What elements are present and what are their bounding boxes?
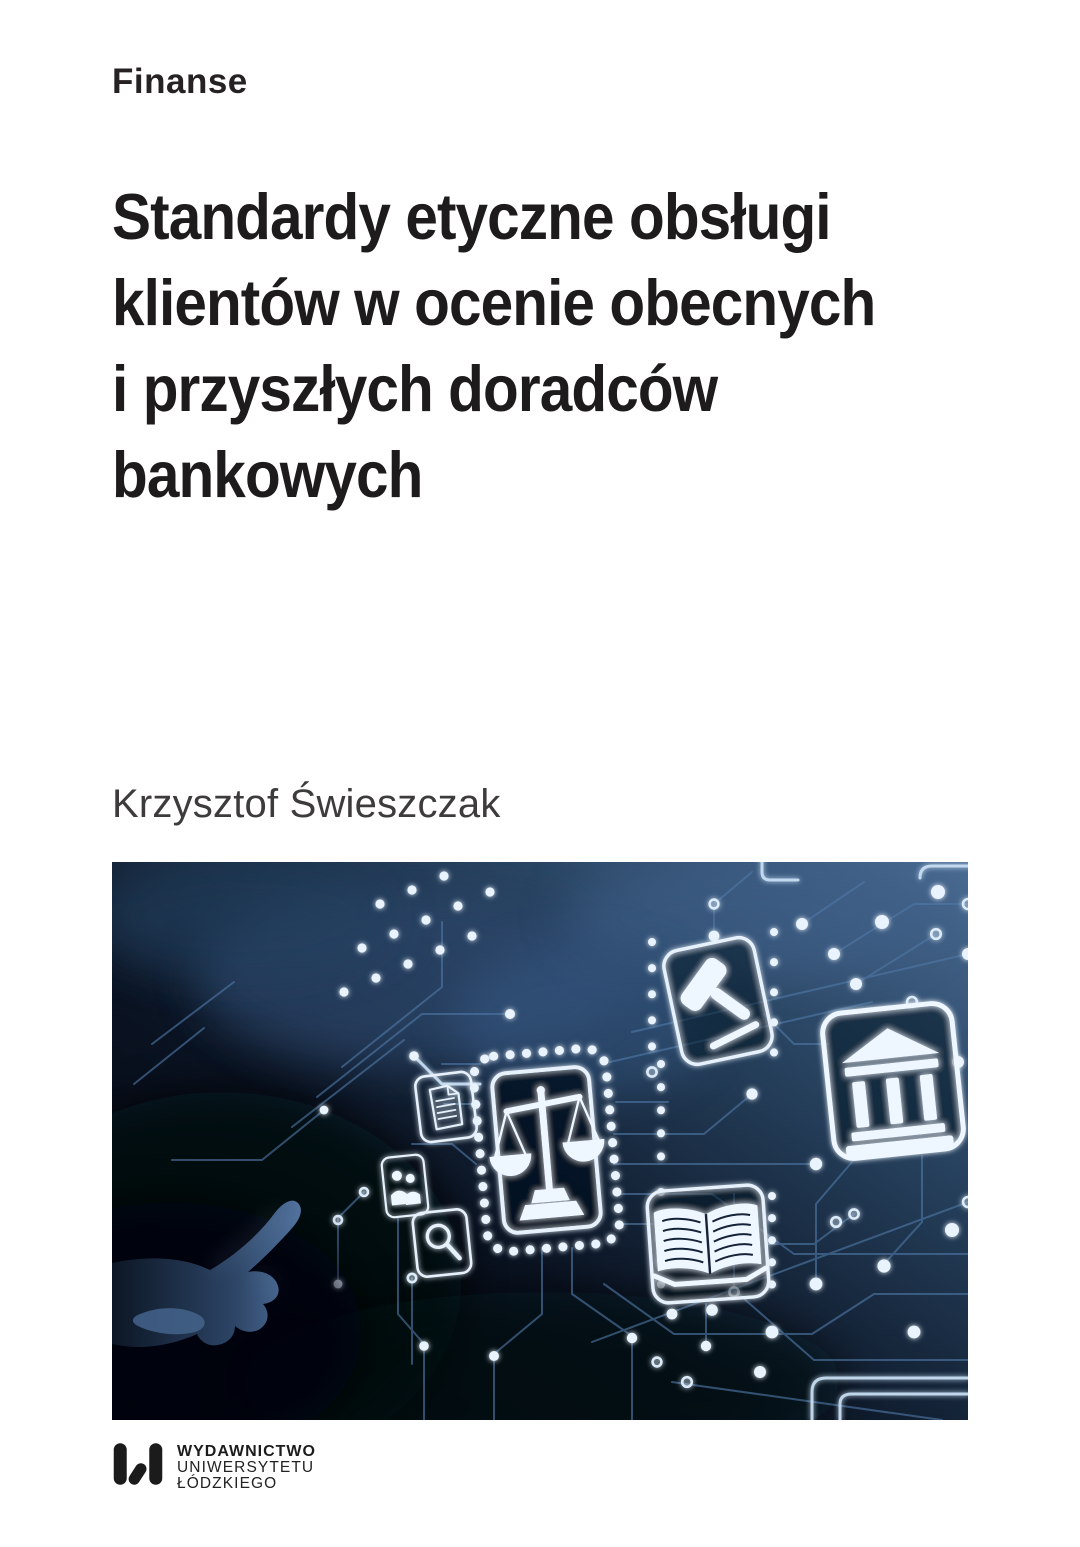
book-title-line: klientów w ocenie obecnych <box>112 266 876 339</box>
publisher-logo <box>112 1441 316 1492</box>
book-title-line: i przyszłych doradców <box>112 352 718 425</box>
bank-building-icon <box>821 1002 966 1161</box>
author-name: Krzysztof Świeszczak <box>112 782 501 826</box>
publisher-name-line: UNIWERSYTETU <box>177 1459 315 1476</box>
book-title-line: Standardy etyczne obsługi <box>112 180 831 253</box>
book-title-line: bankowych <box>112 438 423 511</box>
cover-photo <box>112 862 968 1420</box>
publisher-logo-icon <box>112 1441 164 1487</box>
publisher-name <box>177 1441 316 1492</box>
publisher-name-line: ŁÓDZKIEGO <box>177 1475 278 1492</box>
category-label: Finanse <box>112 62 248 101</box>
open-book-icon <box>646 1184 770 1304</box>
book-title <box>112 174 994 518</box>
publisher-name-line: WYDAWNICTWO <box>177 1443 316 1460</box>
